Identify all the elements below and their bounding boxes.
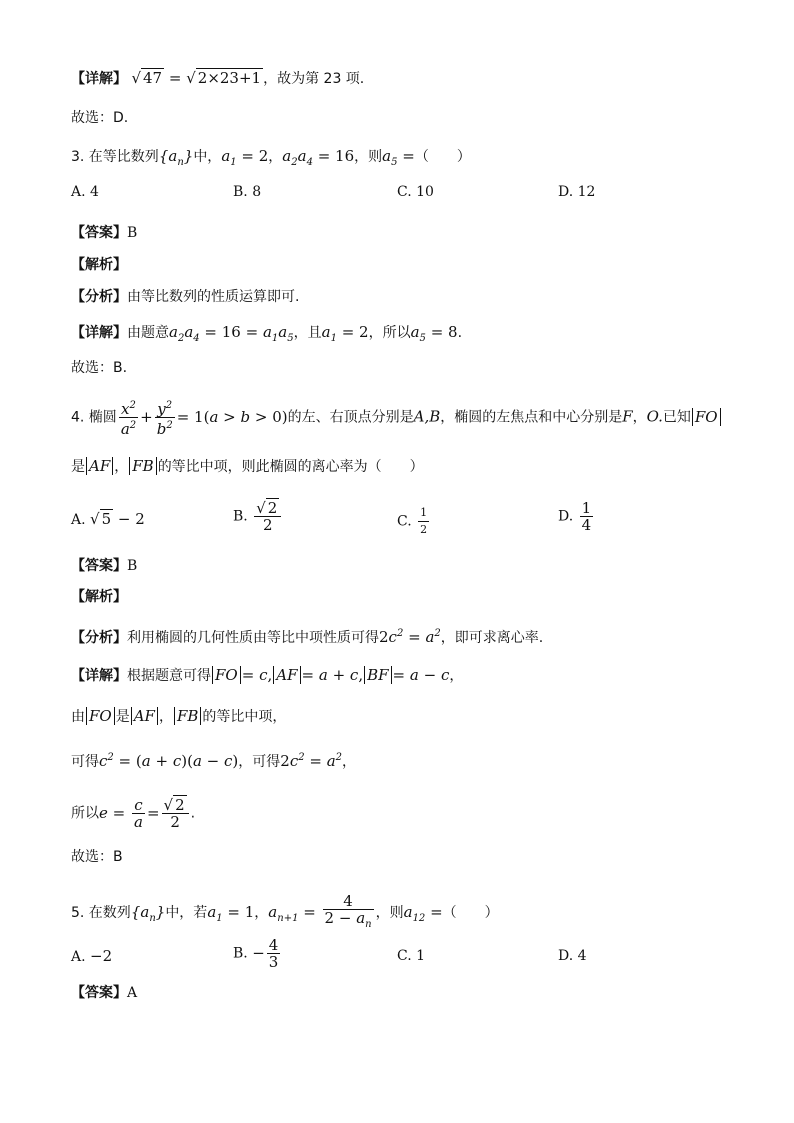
q5-option-b-label: B.	[233, 945, 248, 962]
fenxi-text-b: ，即可求离心率.	[440, 630, 544, 646]
q5-text-b: 中，若	[165, 905, 208, 921]
q5-text-a: 5. 在数列	[71, 905, 131, 921]
q4-option-b: B. $\frac{√ 2}{2}$	[233, 500, 283, 533]
answer-q4	[71, 556, 137, 576]
choose-line-q2: 故选：D.	[71, 110, 129, 126]
detail-q4-line3	[71, 748, 356, 772]
q3-option-a: A. 4	[71, 184, 99, 200]
detail-text-a: 根据题意可得	[127, 668, 211, 684]
math-AF: AF	[130, 707, 159, 725]
math-2c2-a2: $2c^2 = a^2$	[280, 752, 343, 770]
q4-option-d: D. $\frac{1}{4}$	[558, 499, 592, 534]
q4-option-c-label: C.	[397, 513, 412, 530]
detail-q3	[71, 322, 462, 349]
math-AB: A,B	[413, 407, 441, 426]
detail-text: ，故为第 23 项.	[263, 71, 365, 87]
detail-text-b: ，且	[293, 325, 322, 341]
math-a2a4: $a_2a_4 = 16$	[282, 147, 355, 168]
q5-option-d: D. 4	[558, 948, 587, 964]
detail-text-a: 由题意	[127, 325, 169, 341]
math-a12: $a_{12}$ =	[403, 903, 443, 924]
q3-text-a: 3. 在等比数列	[71, 149, 159, 165]
q4b-text-c: 的等比中项，则此椭圆的离心率为（ ）	[157, 459, 424, 475]
math-a5: $a_5$ =	[382, 147, 415, 168]
q5-text-e: （ ）	[442, 905, 499, 921]
math-2c2-a2: $2c^2 = a^2$	[379, 628, 441, 646]
analysis-tag-q4: 【解析】	[71, 589, 127, 605]
q3-option-b: B. 8	[233, 184, 262, 200]
math-eccentricity: e = $\frac{c}{a}$ = $\frac{√ 2}{2}$	[99, 804, 191, 822]
fenxi-q4	[71, 624, 543, 648]
analysis-tag-q3: 【解析】	[71, 257, 127, 273]
answer-q3	[71, 223, 137, 243]
fenxi-tag: 【分析】	[71, 289, 127, 305]
detail-text: 是	[115, 709, 130, 725]
q4b-text-a: 是	[71, 459, 85, 475]
math-a1-eq: $a_1 = 2$	[321, 323, 369, 344]
q4-option-d-label: D.	[558, 508, 574, 525]
q3-text-e: （ ）	[414, 149, 471, 165]
q5-text-c: ，	[254, 905, 269, 921]
detail-q4-line4	[71, 797, 195, 830]
answer-value: B	[127, 558, 138, 574]
math-ellipse: $\frac{x^2}{a^2}$ + $\frac{y^2}{b^2}$ = 1(a > b > 0)	[120, 400, 288, 438]
q4-text-d: ，	[632, 409, 647, 426]
question-5	[71, 893, 499, 933]
fenxi-tag: 【分析】	[71, 630, 127, 646]
math-O: O.	[646, 407, 663, 426]
detail-q4	[71, 665, 463, 686]
math-F: F	[622, 407, 633, 426]
q4-text-e: 已知	[662, 409, 691, 426]
q4-option-a: A. √ 5 − 2	[71, 510, 145, 528]
detail-text-d: .	[457, 325, 463, 341]
q4-option-a-label: A.	[71, 512, 86, 528]
q5-option-a-label: A.	[71, 949, 86, 965]
math-FB: FB	[173, 707, 202, 725]
math-abs-values: FO = c, AF = a + c, BF = a − c	[211, 666, 449, 684]
choose-line-q3: 故选：B.	[71, 360, 128, 376]
q5-text-d: ，则	[375, 905, 404, 921]
q5-option-b: B. − $\frac{4}{3}$	[233, 936, 279, 971]
q3-option-c: C. 10	[397, 184, 434, 200]
q3-text-b: 中，	[193, 149, 222, 165]
math-a2a4-eq: $a_2a_4 = 16 = a_1a_5$	[169, 323, 294, 344]
answer-value: A	[127, 985, 138, 1001]
detail-text: 由	[71, 709, 85, 725]
math-seq-an: $\{a_n\}$	[158, 147, 194, 168]
detail-text: 所以	[71, 805, 99, 822]
detail-text: 可得	[71, 754, 99, 770]
q4-text-b: 的左、右顶点分别是	[287, 409, 414, 426]
math-a1: $a_1 = 1$	[207, 903, 255, 924]
q3-text-c: ，	[268, 149, 283, 165]
fenxi-text-a: 利用椭圆的几何性质由等比中项性质可得	[127, 630, 379, 646]
q4b-text-b: ，	[114, 459, 129, 475]
question-4-cont	[71, 456, 424, 477]
choose-line-q4: 故选：B	[71, 849, 123, 865]
detail-tag: 【详解】	[71, 325, 127, 341]
detail-text: ，可得	[238, 754, 281, 770]
q4-option-b-label: B.	[233, 508, 248, 525]
detail-text: .	[190, 805, 196, 822]
fenxi-text: 由等比数列的性质运算即可.	[127, 289, 300, 305]
math-AF: AF	[85, 457, 114, 475]
q5-option-a: A. −2	[71, 947, 113, 965]
math-recurrence: $a_{n+1}$ = $\frac{4}{2 - a_n}$	[268, 892, 372, 930]
answer-value: B	[127, 225, 138, 241]
math-a5-eq: $a_5 = 8$	[410, 323, 458, 344]
q4-text-c: ，椭圆的左焦点和中心分别是	[440, 409, 623, 426]
answer-q5	[71, 983, 137, 1003]
math-seq-an: $\{a_n\}$	[130, 903, 166, 924]
q3-option-d: D. 12	[558, 184, 596, 200]
math-c2-product: $c^2 = (a + c)(a - c)$	[99, 752, 239, 770]
detail-q4-line2	[71, 706, 286, 727]
detail-text-c: ，所以	[368, 325, 411, 341]
detail-text: ，	[158, 709, 173, 725]
q4-text-a: 4. 椭圆	[71, 409, 117, 426]
detail-text-b: ，	[449, 668, 464, 684]
fenxi-q3	[71, 287, 299, 307]
answer-tag: 【答案】	[71, 558, 127, 574]
q3-text-d: ，则	[354, 149, 383, 165]
math-FO: FO	[691, 408, 722, 426]
q4-option-c: C. $\frac{1}{2}$	[397, 506, 428, 536]
answer-tag: 【答案】	[71, 225, 127, 241]
detail-tag: 【详解】	[71, 71, 127, 87]
question-4	[71, 398, 722, 437]
answer-tag: 【答案】	[71, 985, 127, 1001]
question-3	[71, 146, 471, 173]
math-sqrt-47: √ 47 = √ 2×23+1	[131, 69, 262, 87]
detail-text: ，	[342, 754, 357, 770]
detail-tag: 【详解】	[71, 668, 127, 684]
detail-text: 的等比中项，	[202, 709, 287, 725]
math-FO: FO	[85, 707, 116, 725]
math-FB: FB	[128, 457, 157, 475]
q5-option-c: C. 1	[397, 948, 426, 964]
math-a1: $a_1 = 2$	[221, 147, 269, 168]
detail-line-q2	[71, 68, 364, 89]
